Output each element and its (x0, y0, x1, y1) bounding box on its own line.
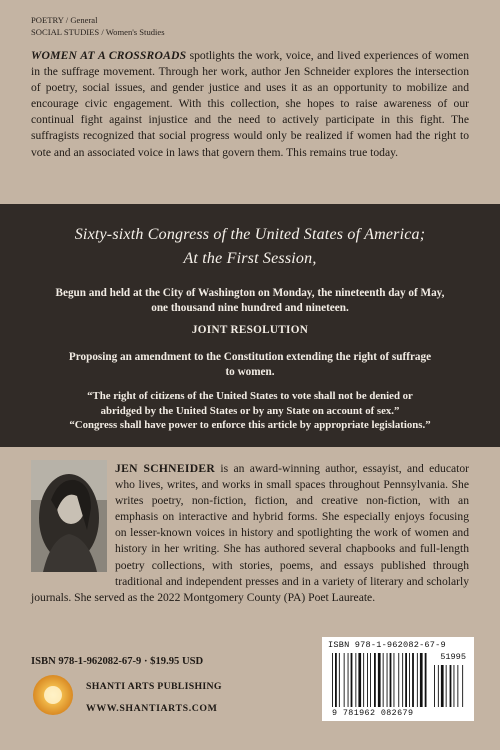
proposing-line-2: to women. (225, 366, 275, 378)
category-social-studies: SOCIAL STUDIES / Women's Studies (31, 27, 165, 37)
isbn-price: ISBN 978-1-962082-67-9 · $19.95 USD (31, 656, 204, 667)
category-poetry: POETRY / General (31, 15, 98, 25)
publisher-name: SHANTI ARTS PUBLISHING (86, 681, 222, 692)
quote-line-3: “Congress shall have power to enforce this article by appropriate legislations.” (69, 419, 431, 432)
category-list (31, 14, 331, 38)
begun-text (30, 286, 470, 316)
author-name: JEN SCHNEIDER (115, 462, 216, 475)
barcode-price-code: 51995 (440, 652, 466, 662)
isbn-barcode (322, 637, 474, 721)
proposing-line-1: Proposing an amendment to the Constitution extending the right of suffrage (68, 351, 432, 363)
begun-line-1: Begun and held at the City of Washington on Monday, the nineteenth day of May, (55, 287, 445, 299)
session-heading: At the First Session, (183, 250, 317, 267)
publisher-website: WWW.SHANTIARTS.COM (86, 703, 218, 714)
book-title: WOMEN AT A CROSSROADS (31, 49, 187, 62)
bio-text: is an award-winning author, essayist, and educator who lives, writes, and works in small spaces throughout Pennsylvania. She writes poetry, non-fiction, fiction, and creative non-fiction, with an emphasis on interactive and hybrid forms. She especially enjoys focusing on lesser-known voices in history and spotlighting the work of women and history in her writing. She has authored several chapbooks and full-length poetry collections, with stories, poems, and essays published through traditional and independent presses and in a variety of literary and scholarly journals. She served as the 2022 Montgomery County (PA) Poet Laureate. (31, 462, 469, 604)
sun-logo-icon (31, 673, 75, 717)
amendment-quote (30, 389, 470, 433)
resolution-band (0, 204, 500, 447)
quote-line-2: abridged by the United States or by any State on account of sex.” (100, 404, 400, 417)
author-bio (31, 461, 469, 606)
quote-line-1: “The right of citizens of the United States to vote shall not be denied or (87, 390, 413, 402)
congress-heading: Sixty-sixth Congress of the United States of America; (74, 226, 426, 243)
begun-line-2: one thousand nine hundred and nineteen. (151, 302, 349, 314)
blurb-text: spotlights the work, voice, and lived experiences of women in the suffrage movement. Through her work, author Jen Schneider explores the intersection of poetry, social issues, and gender justice and uses it as an opportunity to mobilize and encourage civic engagement. With this collection, she hopes to raise awareness of our continual fight against injustice and the need to actively participate in this fight. The suffragists recognized that social progress would only be realized if women had the right to vote and an associated voice in laws that govern them. This remains true today. (31, 49, 469, 159)
proposing-text (30, 350, 470, 380)
joint-resolution-heading: JOINT RESOLUTION (191, 324, 309, 336)
barcode-digits: 9 781962 082679 (332, 708, 414, 718)
book-blurb (31, 48, 469, 161)
barcode-isbn-text: ISBN 978-1-962082-67-9 (328, 640, 446, 650)
